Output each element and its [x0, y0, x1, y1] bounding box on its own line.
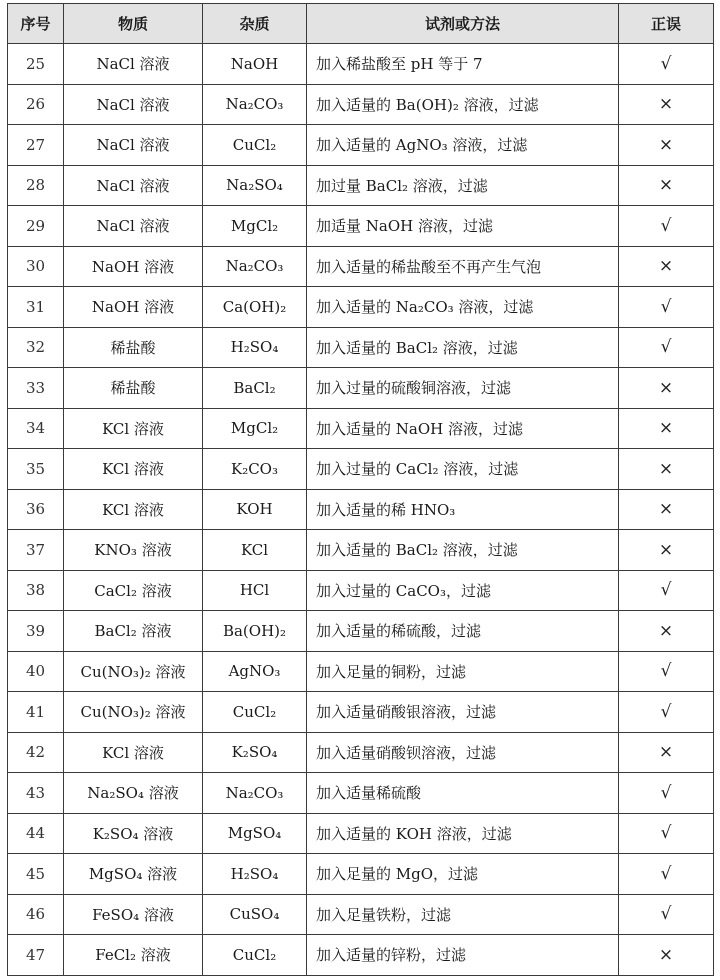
table-body: [8, 44, 714, 976]
impurity-cell: K₂SO₄: [203, 732, 307, 773]
verdict-mark: √: [619, 287, 714, 328]
header-impurity: 杂质: [203, 4, 307, 44]
substance-cell: KCl 溶液: [64, 449, 203, 490]
method-cell: 加入适量的稀 HNO₃: [307, 489, 619, 530]
method-cell: 加过量 BaCl₂ 溶液，过滤: [307, 165, 619, 206]
impurity-cell: NaOH: [203, 44, 307, 85]
impurity-cell: AgNO₃: [203, 651, 307, 692]
row-number: 34: [8, 408, 64, 449]
method-cell: 加入过量的硫酸铜溶液，过滤: [307, 368, 619, 409]
verdict-mark: ×: [619, 489, 714, 530]
impurity-cell: MgCl₂: [203, 206, 307, 247]
method-cell: 加入过量的 CaCO₃，过滤: [307, 570, 619, 611]
substance-cell: CaCl₂ 溶液: [64, 570, 203, 611]
impurity-cell: CuCl₂: [203, 692, 307, 733]
verdict-mark: ×: [619, 246, 714, 287]
impurity-cell: KCl: [203, 530, 307, 571]
impurity-cell: Na₂CO₃: [203, 773, 307, 814]
verdict-mark: √: [619, 651, 714, 692]
method-cell: 加入适量的 AgNO₃ 溶液，过滤: [307, 125, 619, 166]
substance-cell: MgSO₄ 溶液: [64, 854, 203, 895]
verdict-mark: ×: [619, 611, 714, 652]
method-cell: 加入适量硝酸钡溶液，过滤: [307, 732, 619, 773]
method-cell: 加入适量的稀盐酸至不再产生气泡: [307, 246, 619, 287]
impurity-cell: H₂SO₄: [203, 327, 307, 368]
impurity-cell: BaCl₂: [203, 368, 307, 409]
verdict-mark: √: [619, 44, 714, 85]
impurity-cell: Na₂SO₄: [203, 165, 307, 206]
impurity-cell: Ba(OH)₂: [203, 611, 307, 652]
header-substance: 物质: [64, 4, 203, 44]
substance-cell: 稀盐酸: [64, 368, 203, 409]
table-row: [8, 692, 714, 733]
row-number: 41: [8, 692, 64, 733]
method-cell: 加入稀盐酸至 pH 等于 7: [307, 44, 619, 85]
verdict-mark: √: [619, 894, 714, 935]
method-cell: 加入适量的 BaCl₂ 溶液，过滤: [307, 327, 619, 368]
substance-cell: NaCl 溶液: [64, 44, 203, 85]
verdict-mark: ×: [619, 530, 714, 571]
row-number: 36: [8, 489, 64, 530]
table-row: [8, 125, 714, 166]
verdict-mark: √: [619, 813, 714, 854]
substance-cell: KCl 溶液: [64, 489, 203, 530]
table-header: [8, 4, 714, 44]
impurity-cell: H₂SO₄: [203, 854, 307, 895]
table-row: [8, 44, 714, 85]
row-number: 35: [8, 449, 64, 490]
method-cell: 加入过量的 CaCl₂ 溶液，过滤: [307, 449, 619, 490]
table-row: [8, 894, 714, 935]
method-cell: 加入适量的 Na₂CO₃ 溶液，过滤: [307, 287, 619, 328]
substance-cell: KCl 溶液: [64, 732, 203, 773]
verdict-mark: ×: [619, 408, 714, 449]
row-number: 39: [8, 611, 64, 652]
row-number: 45: [8, 854, 64, 895]
table-row: [8, 651, 714, 692]
method-cell: 加入适量硝酸银溶液，过滤: [307, 692, 619, 733]
method-cell: 加入足量的 MgO，过滤: [307, 854, 619, 895]
row-number: 32: [8, 327, 64, 368]
table-row: [8, 935, 714, 976]
substance-cell: FeSO₄ 溶液: [64, 894, 203, 935]
method-cell: 加入适量的稀硫酸，过滤: [307, 611, 619, 652]
impurity-cell: Na₂CO₃: [203, 84, 307, 125]
table-row: [8, 773, 714, 814]
impurity-cell: MgCl₂: [203, 408, 307, 449]
table-row: [8, 246, 714, 287]
row-number: 30: [8, 246, 64, 287]
impurity-cell: Ca(OH)₂: [203, 287, 307, 328]
verdict-mark: ×: [619, 84, 714, 125]
table-row: [8, 368, 714, 409]
substance-cell: Na₂SO₄ 溶液: [64, 773, 203, 814]
substance-cell: 稀盐酸: [64, 327, 203, 368]
verdict-mark: √: [619, 570, 714, 611]
method-cell: 加入适量的 KOH 溶液，过滤: [307, 813, 619, 854]
table-row: [8, 530, 714, 571]
verdict-mark: ×: [619, 125, 714, 166]
substance-cell: NaCl 溶液: [64, 84, 203, 125]
verdict-mark: √: [619, 692, 714, 733]
table-row: [8, 449, 714, 490]
header-row: [8, 4, 714, 44]
substance-cell: KNO₃ 溶液: [64, 530, 203, 571]
row-number: 25: [8, 44, 64, 85]
row-number: 27: [8, 125, 64, 166]
row-number: 37: [8, 530, 64, 571]
verdict-mark: ×: [619, 368, 714, 409]
row-number: 44: [8, 813, 64, 854]
verdict-mark: ×: [619, 732, 714, 773]
verdict-mark: √: [619, 773, 714, 814]
substance-cell: Cu(NO₃)₂ 溶液: [64, 651, 203, 692]
substance-cell: NaCl 溶液: [64, 165, 203, 206]
substance-cell: NaOH 溶液: [64, 287, 203, 328]
method-cell: 加入适量的 BaCl₂ 溶液，过滤: [307, 530, 619, 571]
table-row: [8, 732, 714, 773]
method-cell: 加入适量的 NaOH 溶液，过滤: [307, 408, 619, 449]
table-row: [8, 408, 714, 449]
substance-cell: K₂SO₄ 溶液: [64, 813, 203, 854]
method-cell: 加入适量稀硫酸: [307, 773, 619, 814]
verdict-mark: ×: [619, 935, 714, 976]
row-number: 47: [8, 935, 64, 976]
header-number: 序号: [8, 4, 64, 44]
substance-cell: NaCl 溶液: [64, 206, 203, 247]
row-number: 43: [8, 773, 64, 814]
table-row: [8, 570, 714, 611]
verdict-mark: ×: [619, 165, 714, 206]
row-number: 28: [8, 165, 64, 206]
table-row: [8, 854, 714, 895]
row-number: 42: [8, 732, 64, 773]
table-row: [8, 287, 714, 328]
row-number: 26: [8, 84, 64, 125]
method-cell: 加入适量的 Ba(OH)₂ 溶液，过滤: [307, 84, 619, 125]
impurity-cell: CuCl₂: [203, 935, 307, 976]
table-row: [8, 206, 714, 247]
impurity-cell: K₂CO₃: [203, 449, 307, 490]
method-cell: 加入足量铁粉，过滤: [307, 894, 619, 935]
row-number: 46: [8, 894, 64, 935]
impurity-cell: CuSO₄: [203, 894, 307, 935]
substance-cell: FeCl₂ 溶液: [64, 935, 203, 976]
row-number: 29: [8, 206, 64, 247]
row-number: 40: [8, 651, 64, 692]
method-cell: 加入足量的铜粉，过滤: [307, 651, 619, 692]
substance-cell: Cu(NO₃)₂ 溶液: [64, 692, 203, 733]
verdict-mark: ×: [619, 449, 714, 490]
verdict-mark: √: [619, 327, 714, 368]
method-cell: 加适量 NaOH 溶液，过滤: [307, 206, 619, 247]
method-cell: 加入适量的锌粉，过滤: [307, 935, 619, 976]
impurity-cell: HCl: [203, 570, 307, 611]
impurity-cell: CuCl₂: [203, 125, 307, 166]
impurity-cell: MgSO₄: [203, 813, 307, 854]
verdict-mark: √: [619, 206, 714, 247]
substance-cell: NaCl 溶液: [64, 125, 203, 166]
substance-cell: BaCl₂ 溶液: [64, 611, 203, 652]
header-verdict: 正误: [619, 4, 714, 44]
header-method: 试剂或方法: [307, 4, 619, 44]
impurity-cell: Na₂CO₃: [203, 246, 307, 287]
table-row: [8, 165, 714, 206]
table-row: [8, 813, 714, 854]
table-row: [8, 489, 714, 530]
row-number: 38: [8, 570, 64, 611]
impurity-removal-table: [7, 3, 714, 976]
table-row: [8, 611, 714, 652]
impurity-cell: KOH: [203, 489, 307, 530]
row-number: 33: [8, 368, 64, 409]
table-container: [7, 3, 713, 976]
substance-cell: KCl 溶液: [64, 408, 203, 449]
table-row: [8, 327, 714, 368]
verdict-mark: √: [619, 854, 714, 895]
table-row: [8, 84, 714, 125]
substance-cell: NaOH 溶液: [64, 246, 203, 287]
row-number: 31: [8, 287, 64, 328]
